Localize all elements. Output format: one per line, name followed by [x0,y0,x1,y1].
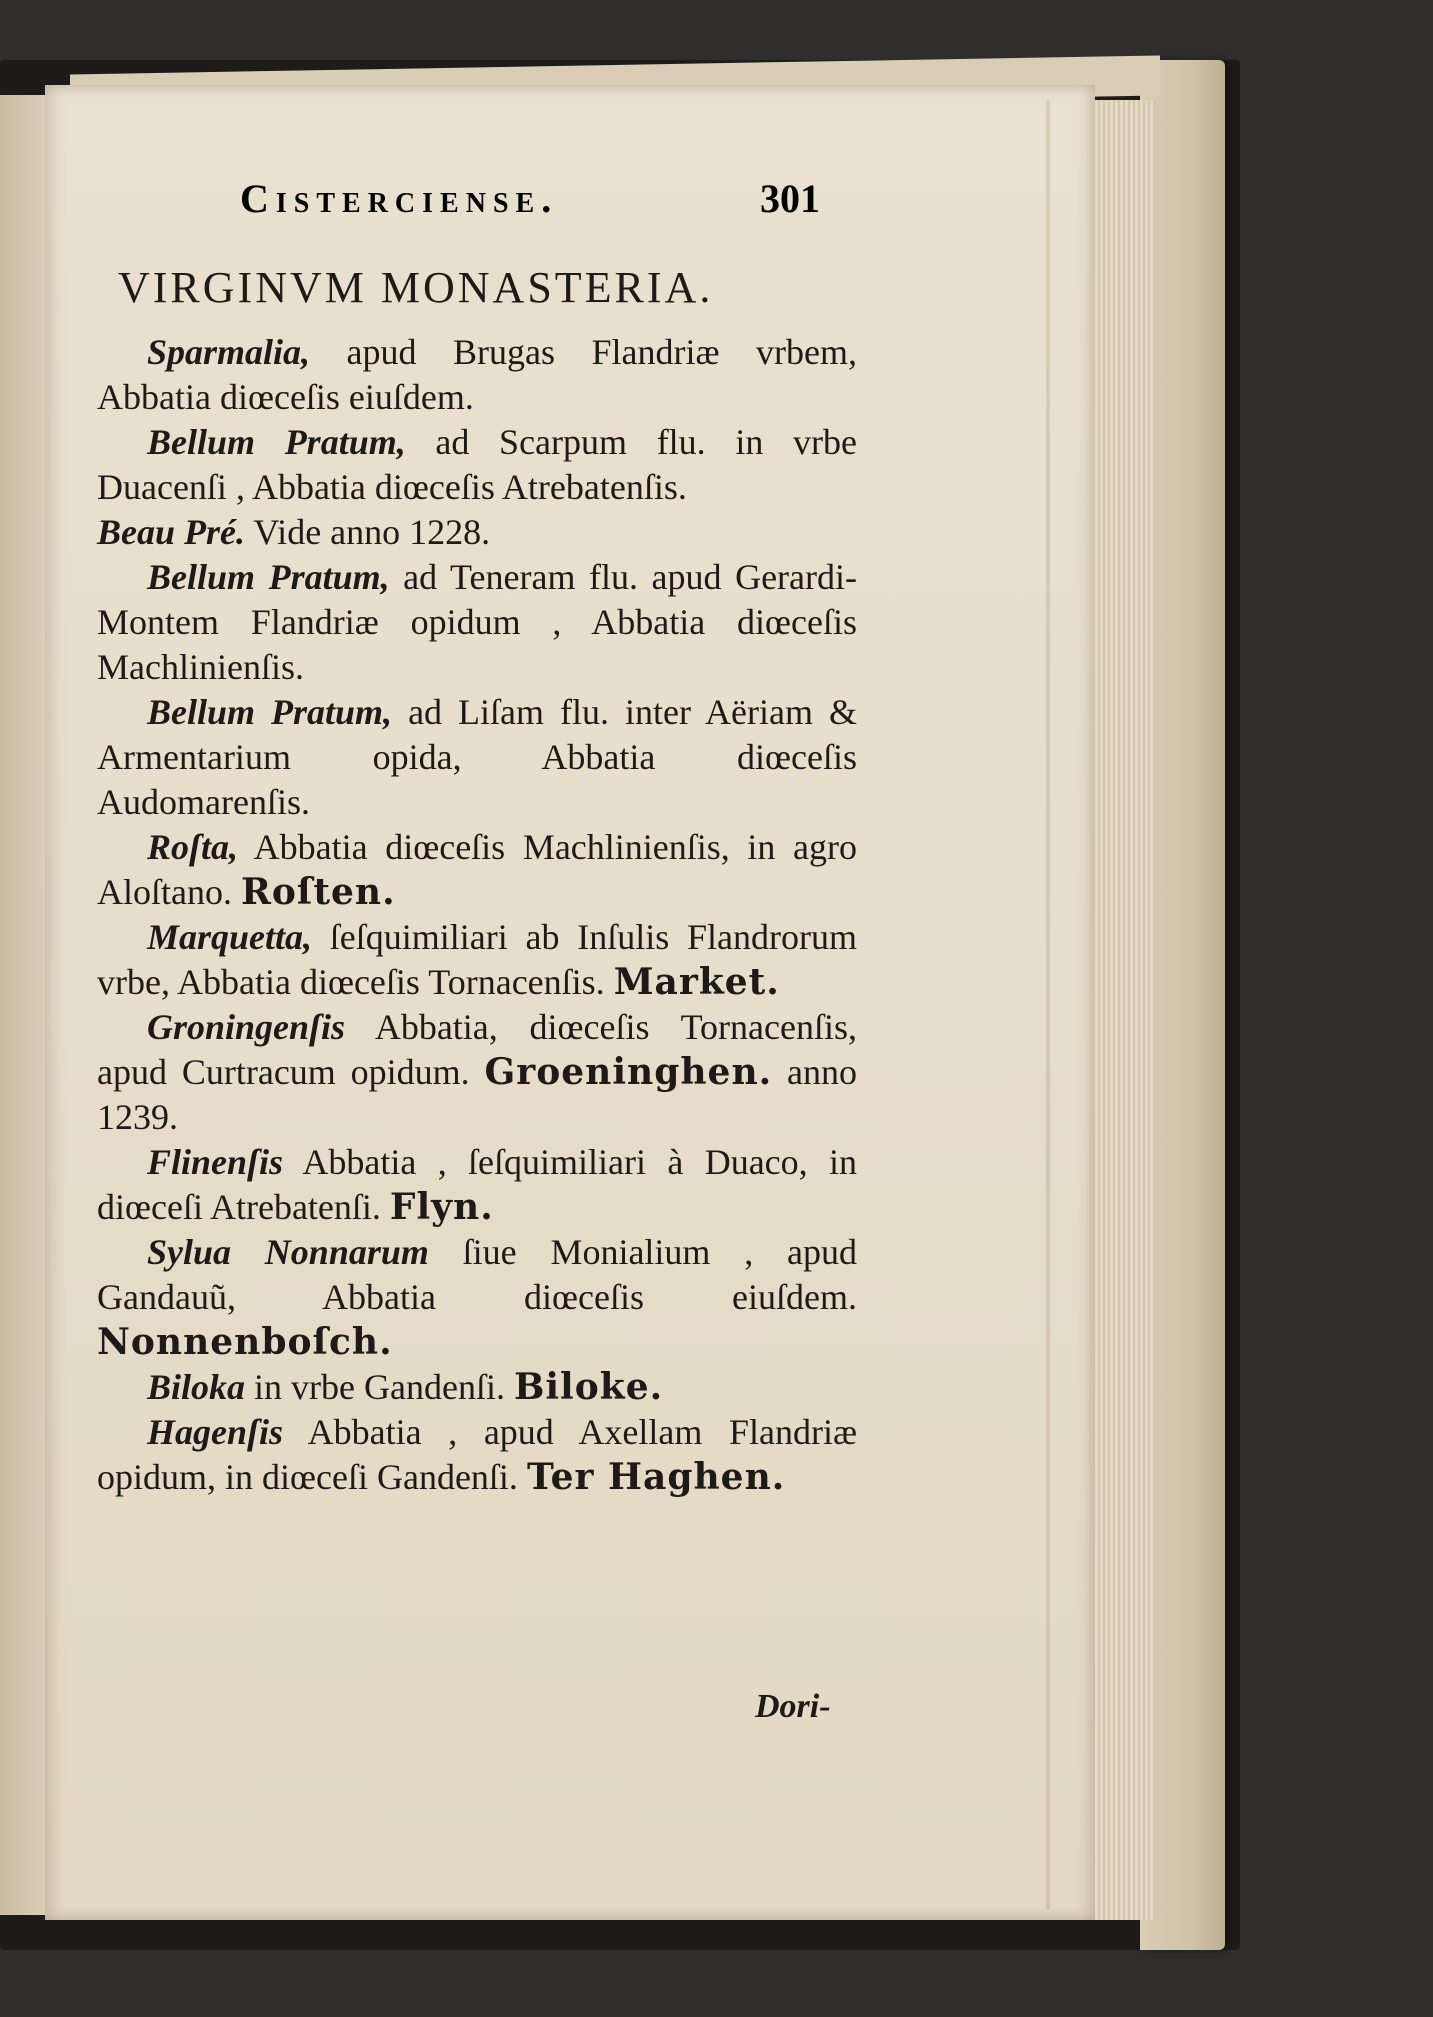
entry-text: Abbatia , apud Axellam Flandriæ opidum, in diœceſi Gandenſi. [97,1412,857,1497]
entry-text: ſeſquimiliari ab Inſulis Flandrorum vrbe, Abbatia diœceſis Tornacenſis. [97,917,857,1002]
list-item [97,555,857,690]
entry-text: ad Teneram flu. apud Gerardi-Montem Flandriæ opidum , Abbatia diœceſis Machlinienſis. [97,557,858,687]
entry-text: Abbatia , ſeſquimiliari à Duaco, in diœceſi Atrebatenſi. [97,1142,857,1227]
entry-vernacular: Flyn. [389,1186,494,1228]
entry-vernacular: Nonnenboſch. [97,1321,393,1363]
list-item [97,510,857,555]
list-item [97,420,857,510]
entry-vernacular: Ter Haghen. [526,1456,786,1498]
entry-name: Bellum Pratum, [147,692,393,732]
entry-text: ſiue Monialium , apud Gandauũ, Abbatia diœceſis eiuſdem. [97,1232,857,1317]
running-header [240,175,840,225]
list-item [97,915,857,1005]
entry-name: Sylua Nonnarum [147,1232,429,1272]
list-item [97,825,857,915]
page-number: 301 [760,176,820,221]
catchword: Dori- [755,1688,831,1725]
entry-text: Abbatia, diœceſis Tornacenſis, apud Curtracum opidum. [97,1007,857,1092]
entry-name: Biloka [147,1367,246,1407]
list-item [97,1005,857,1140]
running-title: Cistercienſe. [240,176,559,221]
list-item [97,330,857,420]
list-item [97,690,857,825]
page-gutter-shadow [1045,100,1051,1910]
entry-name: Marquetta, [147,917,313,957]
entry-name: Sparmalia, [147,332,311,372]
entry-name: Groningenſis [147,1007,346,1047]
entry-text: ad Scarpum flu. in vrbe Duacenſi , Abbatia diœceſis Atrebatenſis. [97,422,857,507]
monastery-list [97,330,857,1500]
entry-text: in vrbe Gandenſi. [245,1367,505,1407]
entry-text: Vide anno 1228. [245,512,491,552]
entry-name: Hagenſis [147,1412,284,1452]
entry-name: Flinenſis [147,1142,284,1182]
entry-name: Beau Pré. [97,512,245,552]
list-item [97,1410,857,1500]
entry-vernacular: Groeninghen. [484,1051,773,1093]
entry-name: Bellum Pratum, [147,557,390,597]
section-title: VIRGINVM MONASTERIA. [118,263,714,312]
entry-tail: anno 1239. [97,1052,858,1137]
entry-vernacular: Biloke. [513,1366,664,1408]
list-item [97,1365,857,1410]
entry-vernacular: Market. [613,961,780,1003]
list-item [97,1230,857,1365]
entry-text: ad Liſam flu. inter Aëriam & Armentarium opida, Abbatia diœceſis Audomarenſis. [97,692,857,822]
list-item [97,1140,857,1230]
entry-name: Roſta, [147,827,239,867]
entry-vernacular: Roſten. [240,871,396,913]
entry-text: apud Brugas Flandriæ vrbem, Abbatia diœceſis eiuſdem. [97,332,857,417]
entry-text: Abbatia diœceſis Machlinienſis, in agro Aloſtano. [97,827,857,912]
entry-name: Bellum Pratum, [147,422,406,462]
